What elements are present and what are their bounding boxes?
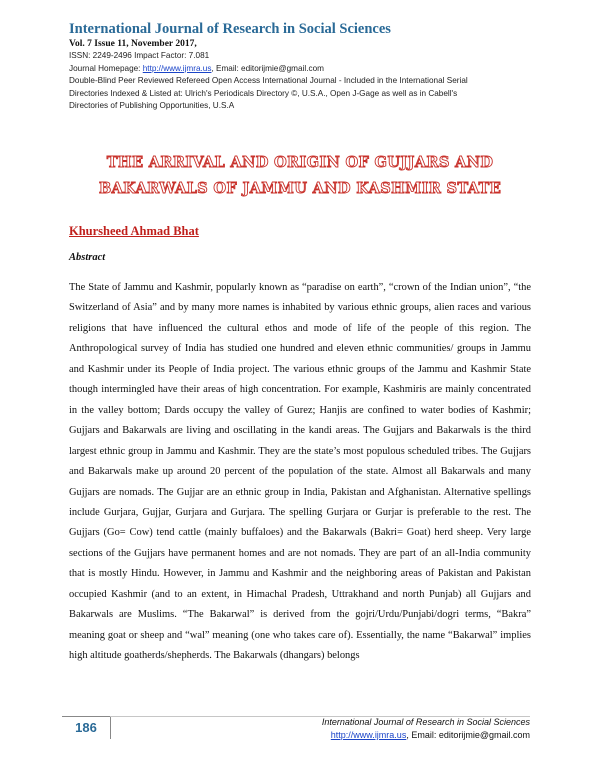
article-title-line: BAKARWALS OF JAMMU AND KASHMIR STATE <box>98 180 502 197</box>
abstract-text: The State of Jammu and Kashmir, popularly known as “paradise on earth”, “crown of the Indian union”, “the Switzerland of Asia” and by many more names is inhabited by various ethnic groups, alien races and various religions that have influenced the cultural ethos and mode of life of the people of this region. The Anthropological survey of India has studied one hundred and eleven ethnic communities/ groups in Jammu and Kashmir under its People of India project. The various ethnic groups of the Jammu and Kashmir State though intermingled have their areas of high concentration. For example, Kashmiris are mainly concentrated in the valley bottom; Dards occupy the valley of Gurez; Hanjis are confined to water bodies of Kashmir; Gujjars and Bakarwals are living and oscillating in the kandi areas. The Gujjars and Bakarwals is the third largest ethnic group in Jammu and Kashmir. They are the state’s most populous scheduled tribes. The Gujjars and Bakarwals make up around 20 percent of the population of the state. Almost all Bakarwals and many Gujjars are nomads. The Gujjar are an ethnic group in India, Pakistan and Afghanistan. Alternative spellings include Gurjara, Gujjar, Gurjara and Gurjara. The spelling Gurjara or Gurjar is preferable to the rest. The Gujjars (Go= Cow) tend cattle (mainly buffaloes) and the Bakarwals (Bakri= Goat) herd sheep. Very large sections of the Gujjars have permanent homes and are not nomads. They are part of an all-India community that is mostly Hindu. However, in Jammu and Kashmir and the neighboring areas of Pakistan and Pakistan occupied Kashmir (and to an extent, in Himachal Pradesh, Uttrakhand and north Punjab) all Gujjars and Bakarwals are Muslims. “The Bakarwal” is derived from the gojri/Urdu/Punjabi/dogri terms, “Bakra” meaning goat or sheep and “wal” meaning (one who takes care of). Essentially, the name “Bakarwal” implies high altitude goatherds/shepherds. The Bakarwals (dhangars) belongs <box>69 282 531 662</box>
article-title-line: THE ARRIVAL AND ORIGIN OF GUJJARS AND <box>106 154 494 171</box>
abstract-heading: Abstract <box>69 252 106 263</box>
homepage-line <box>69 63 539 76</box>
page-number: 186 <box>62 717 111 739</box>
homepage-link[interactable]: http://www.ijmra.us <box>142 63 212 73</box>
indexing-line: Directories Indexed & Listed at: Ulrich's Periodicals Directory ©, U.S.A., Open J-Gage as well as in Cabell's <box>69 88 458 98</box>
article-title <box>40 150 560 202</box>
footer-email: , Email: editorijmie@gmail.com <box>406 730 530 740</box>
indexing-line: Directories of Publishing Opportunities, U.S.A <box>69 101 235 110</box>
footer-homepage-link[interactable]: http://www.ijmra.us <box>330 730 407 740</box>
issn-line: ISSN: 2249-2496 Impact Factor: 7.081 <box>69 51 210 60</box>
journal-header <box>69 20 539 113</box>
journal-title: International Journal of Research in Social Sciences <box>69 21 391 37</box>
header-email: , Email: editorijmie@gmail.com <box>211 63 324 73</box>
volume-line: Vol. 7 Issue 11, November 2017, <box>69 39 197 49</box>
footer-journal-title: International Journal of Research in Social Sciences <box>321 717 530 727</box>
indexing-line: Double-Blind Peer Reviewed Refereed Open Access International Journal - Included in the International Serial <box>69 76 468 85</box>
homepage-label: Journal Homepage: <box>69 63 143 73</box>
page-footer <box>322 716 530 742</box>
author-name: Khursheed Ahmad Bhat <box>69 224 199 238</box>
